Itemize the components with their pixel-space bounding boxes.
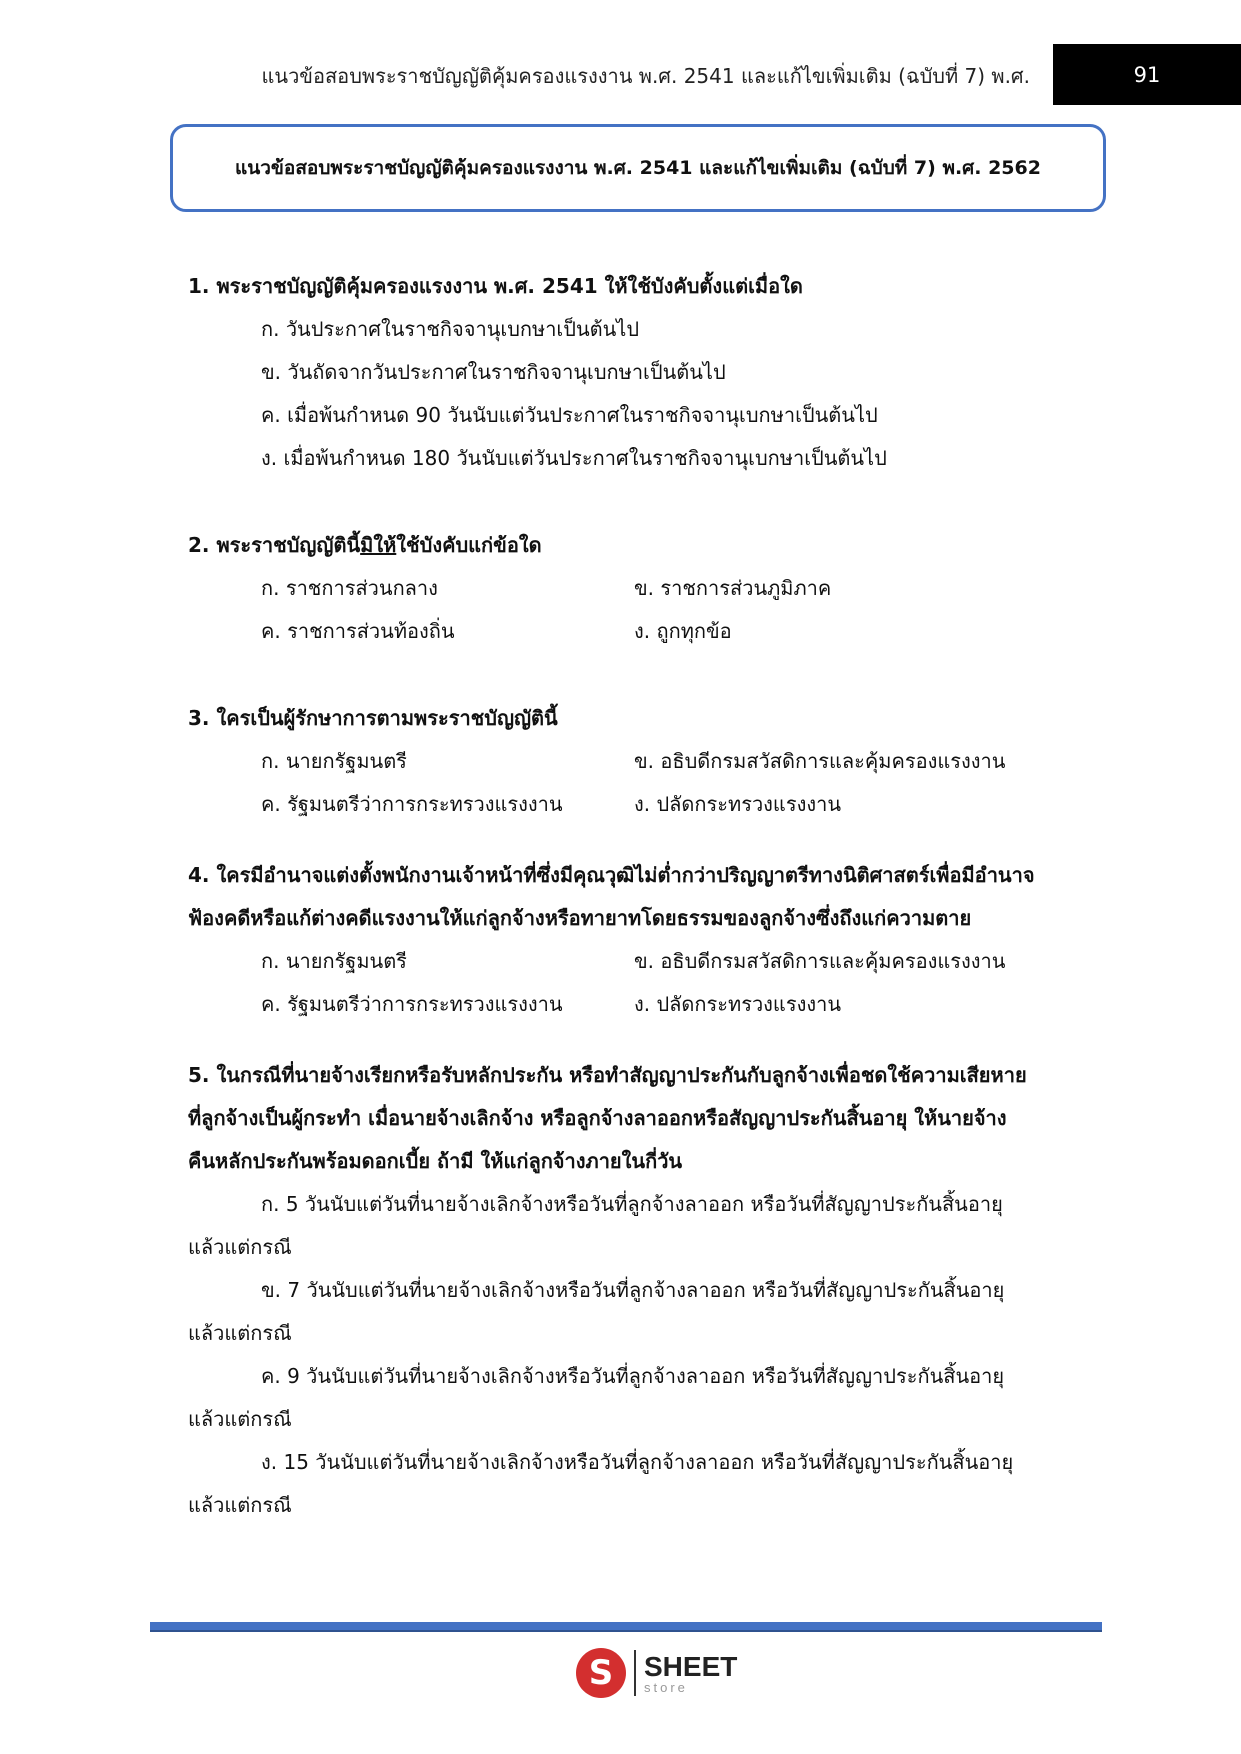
question-3: 3. ใครเป็นผู้รักษาการตามพระราชบัญญัตินี้ <box>188 706 558 730</box>
page-number: 91 <box>1053 44 1241 105</box>
q1-option-c: ค. เมื่อพ้นกำหนด 90 วันนับแต่วันประกาศในราชกิจจานุเบกษาเป็นต้นไป <box>261 403 878 427</box>
logo-wordmark <box>644 1650 738 1695</box>
question-5-line-1: 5. ในกรณีที่นายจ้างเรียกหรือรับหลักประกัน หรือทำสัญญาประกันกับลูกจ้างเพื่อชดใช้ความเสียหาย <box>188 1063 1027 1087</box>
q5-option-d-line-2: แล้วแต่กรณี <box>188 1493 292 1517</box>
q3-option-c: ค. รัฐมนตรีว่าการกระทรวงแรงงาน <box>261 792 563 816</box>
q5-option-d-line-1: ง. 15 วันนับแต่วันที่นายจ้างเลิกจ้างหรือวันที่ลูกจ้างลาออก หรือวันที่สัญญาประกันสิ้นอายุ <box>261 1450 1014 1474</box>
q1-option-a: ก. วันประกาศในราชกิจจานุเบกษาเป็นต้นไป <box>261 317 640 341</box>
q3-option-b: ข. อธิบดีกรมสวัสดิการและคุ้มครองแรงงาน <box>634 749 1006 773</box>
title-box <box>170 124 1106 212</box>
q5-option-c-line-2: แล้วแต่กรณี <box>188 1407 292 1431</box>
q3-option-d: ง. ปลัดกระทรวงแรงงาน <box>634 792 842 816</box>
q5-option-a-line-2: แล้วแต่กรณี <box>188 1235 292 1259</box>
q3-options-row-1 <box>188 740 1093 783</box>
q3-option-a: ก. นายกรัฐมนตรี <box>261 749 407 773</box>
document-title: แนวข้อสอบพระราชบัญญัติคุ้มครองแรงงาน พ.ศ. 2541 และแก้ไขเพิ่มเติม (ฉบับที่ 7) พ.ศ. 2562 <box>235 157 1041 179</box>
question-5-line-2: ที่ลูกจ้างเป็นผู้กระทำ เมื่อนายจ้างเลิกจ้าง หรือลูกจ้างลาออกหรือสัญญาประกันสิ้นอายุ ให้นายจ้าง <box>188 1106 1007 1130</box>
q2-option-c: ค. ราชการส่วนท้องถิ่น <box>261 619 455 643</box>
question-2 <box>188 524 1093 567</box>
q5-option-a-line-1: ก. 5 วันนับแต่วันที่นายจ้างเลิกจ้างหรือวันที่ลูกจ้างลาออก หรือวันที่สัญญาประกันสิ้นอายุ <box>261 1192 1003 1216</box>
q2-option-d: ง. ถูกทุกข้อ <box>634 619 732 643</box>
q2-suffix: ใช้บังคับแก่ข้อใด <box>396 533 542 557</box>
q2-option-a: ก. ราชการส่วนกลาง <box>261 576 438 600</box>
q1-option-d: ง. เมื่อพ้นกำหนด 180 วันนับแต่วันประกาศในราชกิจจานุเบกษาเป็นต้นไป <box>261 446 887 470</box>
footer-divider <box>150 1622 1102 1632</box>
q3-options-row-2 <box>188 783 1093 826</box>
question-5-line-3: คืนหลักประกันพร้อมดอกเบี้ย ถ้ามี ให้แก่ลูกจ้างภายในกี่วัน <box>188 1149 683 1173</box>
q4-options-row-1 <box>188 940 1093 983</box>
logo-main-text: SHEET <box>644 1650 738 1682</box>
q5-option-c-line-1: ค. 9 วันนับแต่วันที่นายจ้างเลิกจ้างหรือวันที่ลูกจ้างลาออก หรือวันที่สัญญาประกันสิ้นอายุ <box>261 1364 1005 1388</box>
logo-s-icon: S <box>576 1648 626 1698</box>
question-4-line-2: ฟ้องคดีหรือแก้ต่างคดีแรงงานให้แก่ลูกจ้างหรือทายาทโดยธรรมของลูกจ้างซึ่งถึงแก่ความตาย <box>188 906 972 930</box>
q4-option-b: ข. อธิบดีกรมสวัสดิการและคุ้มครองแรงงาน <box>634 949 1006 973</box>
q4-option-c: ค. รัฐมนตรีว่าการกระทรวงแรงงาน <box>261 992 563 1016</box>
q2-options-row-2 <box>188 610 1093 653</box>
q2-underlined: มิให้ <box>360 533 397 557</box>
q4-option-d: ง. ปลัดกระทรวงแรงงาน <box>634 992 842 1016</box>
logo-sub-text: store <box>644 1679 688 1695</box>
q1-option-b: ข. วันถัดจากวันประกาศในราชกิจจานุเบกษาเป็นต้นไป <box>261 360 726 384</box>
sheet-store-logo <box>576 1648 737 1698</box>
q4-option-a: ก. นายกรัฐมนตรี <box>261 949 407 973</box>
q5-option-b-line-2: แล้วแต่กรณี <box>188 1321 292 1345</box>
q2-options-row-1 <box>188 567 1093 610</box>
question-1: 1. พระราชบัญญัติคุ้มครองแรงงาน พ.ศ. 2541 ให้ใช้บังคับตั้งแต่เมื่อใด <box>188 274 803 298</box>
q4-options-row-2 <box>188 983 1093 1026</box>
logo-separator <box>634 1650 636 1696</box>
running-header: แนวข้อสอบพระราชบัญญัติคุ้มครองแรงงาน พ.ศ. 2541 และแก้ไขเพิ่มเติม (ฉบับที่ 7) พ.ศ. <box>261 64 1030 88</box>
q2-prefix: 2. พระราชบัญญัตินี้ <box>188 533 361 557</box>
question-list <box>188 265 1093 1527</box>
q5-option-b-line-1: ข. 7 วันนับแต่วันที่นายจ้างเลิกจ้างหรือวันที่ลูกจ้างลาออก หรือวันที่สัญญาประกันสิ้นอายุ <box>261 1278 1005 1302</box>
question-4-line-1: 4. ใครมีอำนาจแต่งตั้งพนักงานเจ้าหน้าที่ซึ่งมีคุณวุฒิไม่ต่ำกว่าปริญญาตรีทางนิติศาสตร์เพื่อมีอำนาจ <box>188 863 1035 887</box>
q2-option-b: ข. ราชการส่วนภูมิภาค <box>634 576 832 600</box>
